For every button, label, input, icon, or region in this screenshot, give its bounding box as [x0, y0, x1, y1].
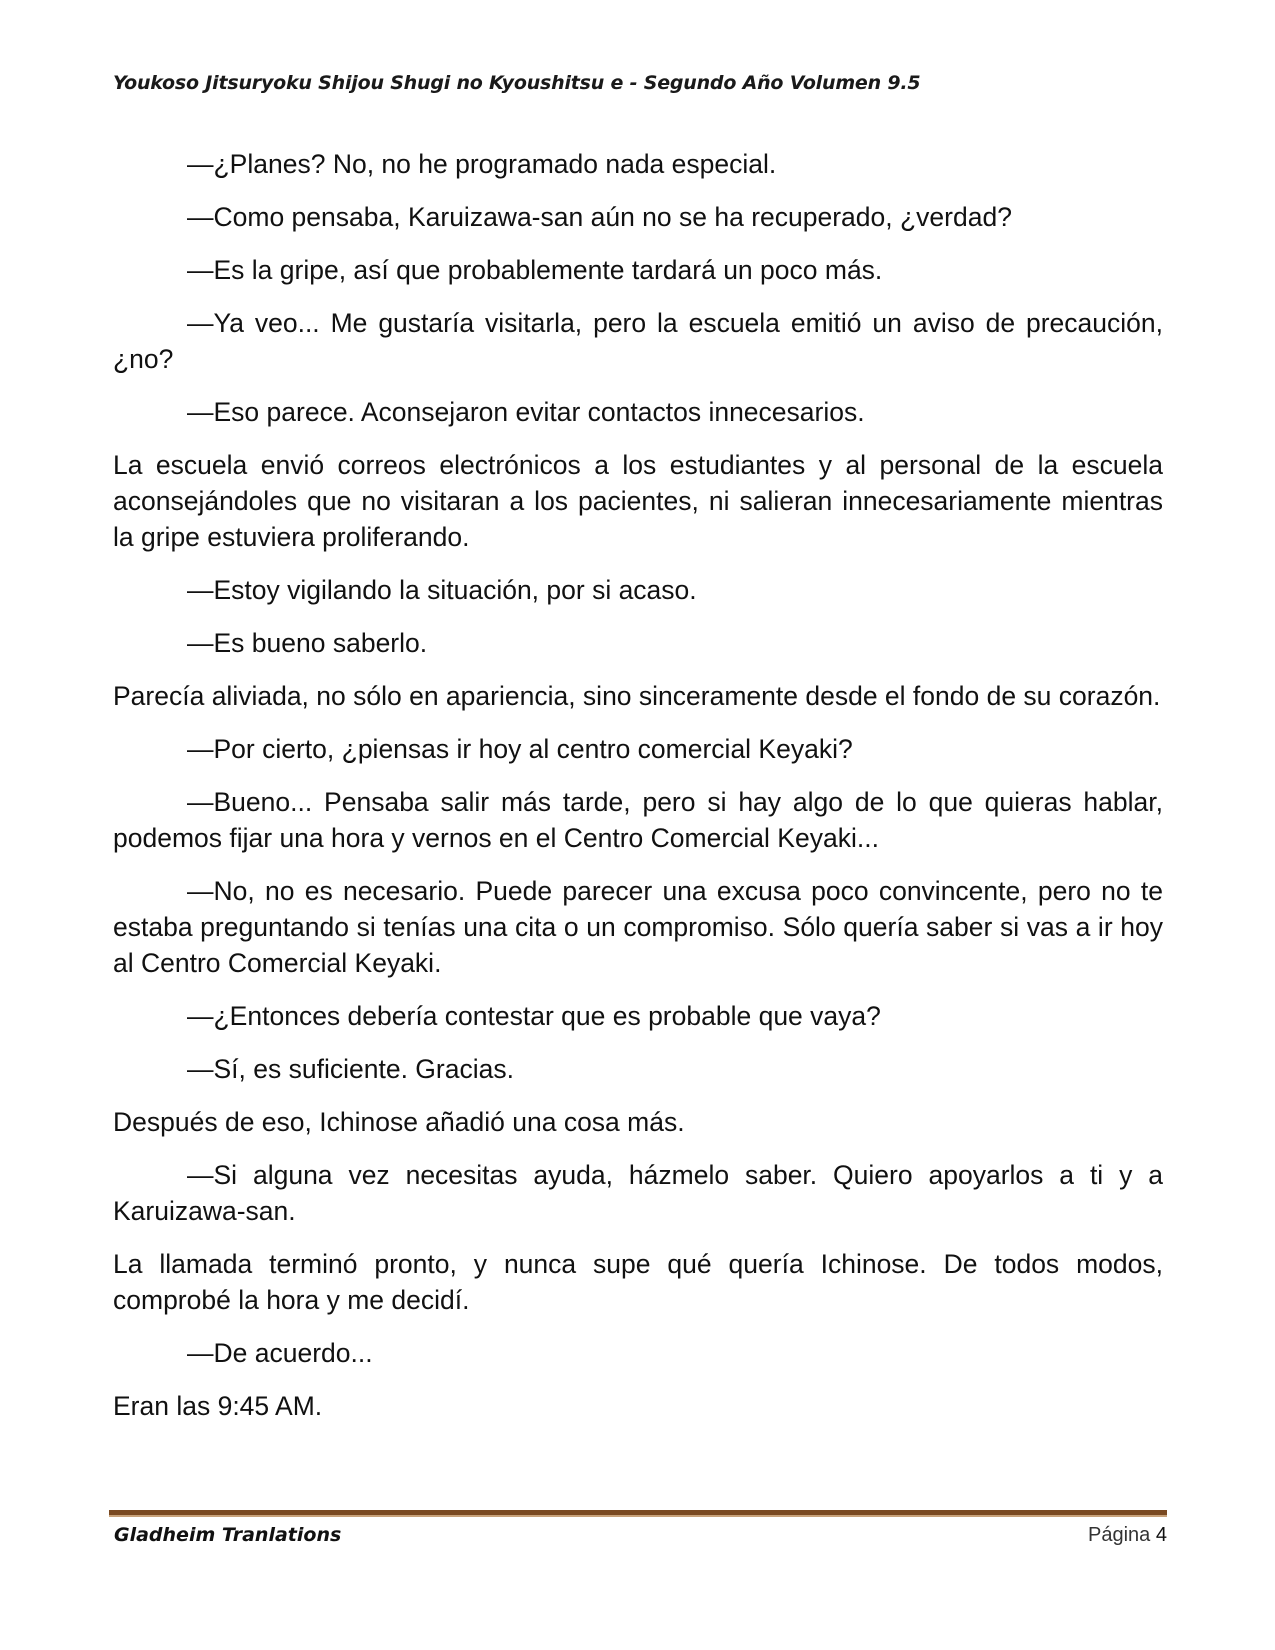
footer-page: [1088, 1524, 1167, 1547]
paragraph: —Sí, es suficiente. Gracias.: [187, 1054, 514, 1084]
paragraph: —Estoy vigilando la situación, por si acaso.: [187, 575, 697, 605]
paragraph: —¿Planes? No, no he programado nada especial.: [187, 149, 777, 179]
document-body: [113, 146, 1163, 1441]
paragraph: —Si alguna vez necesitas ayuda, házmelo saber. Quiero apoyarlos a ti y a Karuizawa-san.: [113, 1160, 1163, 1226]
page-number: 4: [1155, 1524, 1167, 1546]
page-label: Página: [1088, 1524, 1151, 1546]
paragraph: La escuela envió correos electrónicos a los estudiantes y al personal de la escuela aconsejándoles que no visitaran a los pacientes, ni salieran innecesariamente mientras la gripe estuviera proliferando.: [113, 450, 1163, 552]
paragraph: —Es la gripe, así que probablemente tardará un poco más.: [187, 255, 883, 285]
paragraph: —Ya veo... Me gustaría visitarla, pero la escuela emitió un aviso de precaución, ¿no?: [113, 308, 1163, 374]
paragraph: —¿Entonces debería contestar que es probable que vaya?: [187, 1001, 881, 1031]
paragraph: —Por cierto, ¿piensas ir hoy al centro comercial Keyaki?: [187, 734, 853, 764]
paragraph: —No, no es necesario. Puede parecer una excusa poco convincente, pero no te estaba preguntando si tenías una cita o un compromiso. Sólo quería saber si vas a ir hoy al Centro Comercial Keyaki.: [113, 876, 1163, 978]
paragraph: —De acuerdo...: [187, 1338, 373, 1368]
paragraph: —Como pensaba, Karuizawa-san aún no se ha recuperado, ¿verdad?: [187, 202, 1012, 232]
paragraph: La llamada terminó pronto, y nunca supe qué quería Ichinose. De todos modos, comprobé la hora y me decidí.: [113, 1249, 1163, 1315]
paragraph: —Eso parece. Aconsejaron evitar contactos innecesarios.: [187, 397, 865, 427]
footer-translator: Gladheim Tranlations: [114, 1524, 342, 1546]
paragraph: —Bueno... Pensaba salir más tarde, pero si hay algo de lo que quieras hablar, podemos fijar una hora y vernos en el Centro Comercial Keyaki...: [113, 787, 1163, 853]
paragraph: —Es bueno saberlo.: [187, 628, 428, 658]
footer-divider: [109, 1510, 1167, 1517]
paragraph: Parecía aliviada, no sólo en apariencia, sino sinceramente desde el fondo de su corazón.: [113, 681, 1161, 711]
paragraph: Después de eso, Ichinose añadió una cosa más.: [113, 1107, 685, 1137]
header-title: Youkoso Jitsuryoku Shijou Shugi no Kyoushitsu e - Segundo Año Volumen 9.5: [113, 72, 921, 94]
paragraph: Eran las 9:45 AM.: [113, 1391, 323, 1421]
